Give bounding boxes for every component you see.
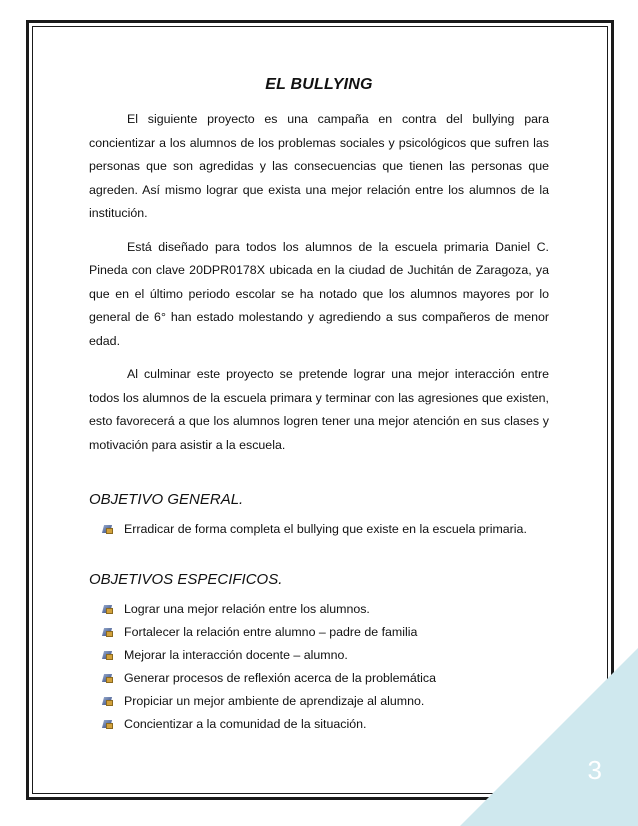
page-number: 3 [587,755,602,785]
list-item-text: Propiciar un mejor ambiente de aprendizaje al alumno. [124,694,425,708]
list-item-text: Erradicar de forma completa el bullying que existe en la escuela primaria. [124,522,527,536]
paragraph-goal: Al culminar este proyecto se pretende lograr una mejor interacción entre todos los alumnos de la escuela primara y terminar con las agresiones que existen, esto favorecerá a que los alumnos logren tener una mejor atención en sus clases y motivación para asistir a la escuela. [89,367,549,452]
list-item [103,713,549,736]
paragraph-target: Está diseñado para todos los alumnos de la escuela primaria Daniel C. Pineda con clave 20DPR0178X ubicada en la ciudad de Juchitán de Zaragoza, ya que en el último periodo escolar se ha notado que los alumnos mayores por lo general de 6° han estado molestando y agrediendo a sus compañeros de menor edad. [89,239,549,348]
list-objetivos-especificos [89,598,549,736]
list-item-text: Mejorar la interacción docente – alumno. [124,648,348,662]
book-bullet-icon [103,696,114,707]
book-bullet-icon [103,627,114,638]
book-bullet-icon [103,719,114,730]
book-bullet-icon [103,604,114,615]
heading-objetivo-general: OBJETIVO GENERAL. [89,491,244,508]
list-item [103,621,549,644]
list-item-text: Fortalecer la relación entre alumno – padre de familia [124,625,418,639]
list-item-text: Generar procesos de reflexión acerca de la problemática [124,671,436,685]
book-bullet-icon [103,524,114,535]
list-item [103,690,549,713]
list-item-text: Lograr una mejor relación entre los alumnos. [124,602,370,616]
book-bullet-icon [103,673,114,684]
book-bullet-icon [103,650,114,661]
list-objetivo-general [89,518,549,541]
list-item [103,518,549,541]
heading-objetivos-especificos: OBJETIVOS ESPECIFICOS. [89,571,283,588]
list-item [103,667,549,690]
list-item [103,644,549,667]
document-title: EL BULLYING [265,76,373,93]
list-item-text: Concientizar a la comunidad de la situación. [124,717,367,731]
paragraph-intro: El siguiente proyecto es una campaña en contra del bullying para concientizar a los alumnos de los problemas sociales y psicológicos que sufren las personas que son agredidas y las consecuencias que tienen las personas que agreden. Así mismo lograr que exista una mejor relación entre los alumnos de la institución. [89,112,549,220]
list-item [103,598,549,621]
document-body [89,76,549,736]
